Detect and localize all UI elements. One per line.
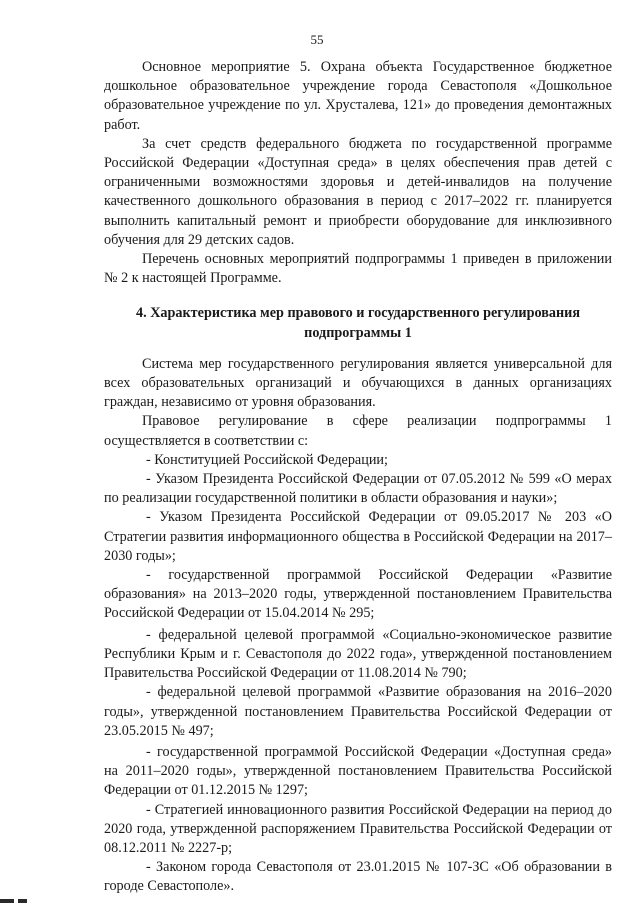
list-item: - государственной программой Российской Федерации «Доступная среда» на 2011–2020 годы», утвержденной постановлением Правительства Российской Федерации от 01.12.2015 № 1297;: [104, 743, 612, 799]
document-body: [104, 58, 612, 897]
scan-mark: [18, 899, 27, 903]
section-heading: 4. Характеристика мер правового и государственного регулирования подпрограммы 1: [136, 305, 580, 341]
scan-artifact: [0, 895, 634, 905]
paragraph: Перечень основных мероприятий подпрограммы 1 приведен в приложении № 2 к настоящей Программе.: [104, 251, 612, 287]
page-number: 55: [310, 32, 324, 47]
paragraph: Система мер государственного регулирования является универсальной для всех образовательных организаций и обучающихся в данных организациях граждан, независимо от уровня образования.: [104, 355, 612, 411]
list-item: - Стратегией инновационного развития Российской Федерации на период до 2020 года, утвержденной распоряжением Правительства Российской Федерации от 08.12.2011 № 2227-р;: [104, 801, 612, 856]
scan-mark: [0, 899, 14, 903]
list-item: - федеральной целевой программой «Социально-экономическое развитие Республики Крым и г. Севастополя до 2022 года», утвержденной постановлением Правительства Российской Федерации от 11.08.2014 № 790;: [104, 626, 612, 682]
list-item: - Указом Президента Российской Федерации от 07.05.2012 № 599 «О мерах по реализации государственной политики в области образования и науки»;: [104, 471, 612, 507]
paragraph: Правовое регулирование в сфере реализации подпрограммы 1 осуществляется в соответствии с:: [104, 413, 612, 449]
paragraph: За счет средств федерального бюджета по государственной программе Российской Федерации «Доступная среда» в целях обеспечения прав детей с ограниченными возможностями здоровья и детей-инвалидов на получение качественного дошкольного образования в период с 2017–2022 гг. планируется выполнить капитальный ремонт и приобрести оборудование для инклюзивного обучения для 29 детских садов.: [104, 135, 612, 248]
list-item: - Указом Президента Российской Федерации от 09.05.2017 № 203 «О Стратегии развития информационного общества в Российской Федерации на 2017–2030 годы»;: [104, 509, 612, 564]
list-item: - Конституцией Российской Федерации;: [146, 451, 388, 468]
list-item: - федеральной целевой программой «Развитие образования на 2016–2020 годы», утвержденной постановлением Правительства Российской Федерации от 23.05.2015 № 497;: [104, 684, 612, 739]
list-item: - Законом города Севастополя от 23.01.2015 № 107-ЗС «Об образовании в городе Севастополе».: [104, 859, 612, 895]
paragraph: Основное мероприятие 5. Охрана объекта Государственное бюджетное дошкольное образовательное учреждение города Севастополя «Дошкольное образовательное учреждение по ул. Хрусталева, 121» до проведения демонтажных работ.: [104, 59, 612, 133]
list-item: - государственной программой Российской Федерации «Развитие образования» на 2013–2020 годы, утвержденной постановлением Правительства Российской Федерации от 15.04.2014 № 295;: [104, 567, 612, 622]
